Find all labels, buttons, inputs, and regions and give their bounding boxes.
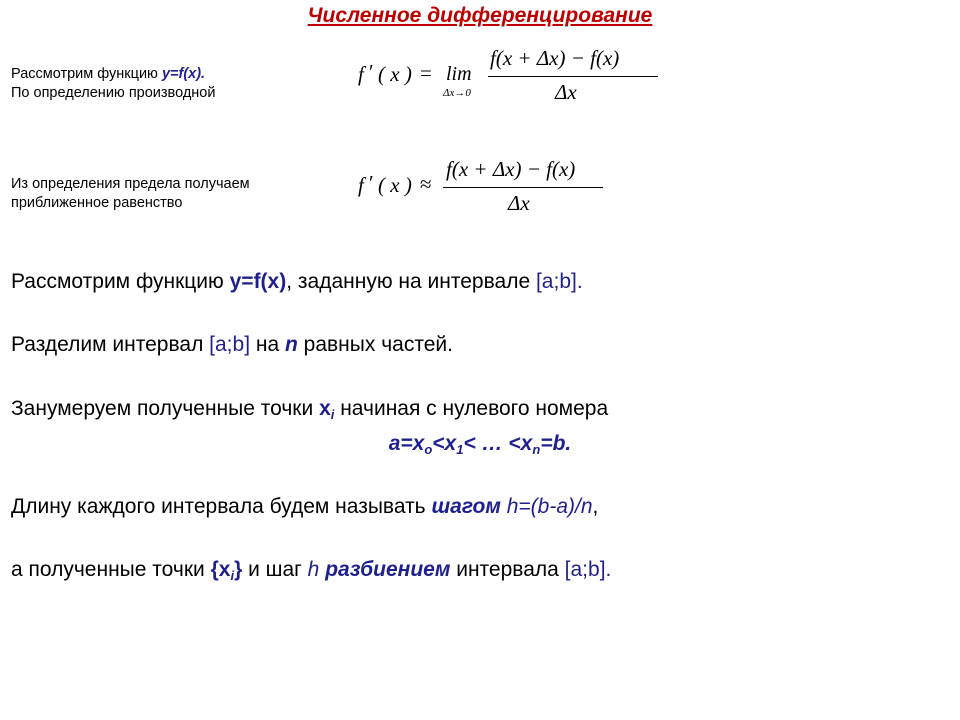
definition-text-line1: Рассмотрим функцию xyxy=(11,66,162,82)
approximate-derivative-formula xyxy=(358,153,618,219)
formula-prime: ′ xyxy=(369,171,374,195)
n-variable: n xyxy=(285,333,298,356)
formula-lim-subscript: Δx→0 xyxy=(443,87,471,99)
definition-text-line2: По определению производной xyxy=(11,85,216,101)
points-sequence: $a=x_o<x_1<$ … $<x_n=b$. xyxy=(388,432,572,457)
formula-numerator: f(x + Δx) − f(x) xyxy=(446,157,576,181)
partition-term: разбиением xyxy=(325,558,451,581)
paragraph-step: Длину каждого интервала будем называть шагом h=(b-a)/n, xyxy=(11,495,599,518)
paragraph-enumerate: Занумеруем полученные точки $x_i$ начиная с нулевого номера xyxy=(11,397,609,422)
approximation-text xyxy=(11,175,250,213)
paragraph-function: Рассмотрим функцию y=f(x), заданную на интервале [a;b]. xyxy=(11,270,583,293)
formula-prime: ′ xyxy=(369,60,374,84)
formula-f: f xyxy=(358,62,364,86)
h-variable: h xyxy=(307,558,320,581)
formula-arg: ( x ) xyxy=(378,62,412,86)
formula-denominator: Δx xyxy=(555,80,577,104)
formula-lim: lim xyxy=(446,63,472,85)
approximation-text-line1: Из определения предела получаем xyxy=(11,176,250,192)
interval: [a;b]. xyxy=(535,270,583,293)
definition-text xyxy=(11,65,215,103)
point-xi: $x_i$ xyxy=(319,397,335,422)
derivative-definition-formula xyxy=(358,42,678,112)
step-term: шагом xyxy=(431,495,501,518)
formula-approx: ≈ xyxy=(420,172,432,196)
step-formula: h=(b-a)/n xyxy=(500,495,593,518)
formula-f: f xyxy=(358,173,364,197)
function-name: y=f(x). xyxy=(161,66,206,82)
function-name: y=f(x) xyxy=(229,270,287,293)
interval: [a;b]. xyxy=(564,558,612,581)
fraction-bar xyxy=(443,187,603,188)
approximation-text-line2: приближенное равенство xyxy=(11,195,183,211)
formula-equals: = xyxy=(420,61,432,85)
formula-arg: ( x ) xyxy=(378,173,412,197)
interval: [a;b] xyxy=(209,333,251,356)
paragraph-divide: Разделим интервал [a;b] на n равных частей. xyxy=(11,333,453,356)
formula-numerator: f(x + Δx) − f(x) xyxy=(490,46,620,70)
page-title: Численное дифференцирование xyxy=(307,4,653,27)
formula-denominator: Δx xyxy=(508,191,530,215)
point-set: $\{x_i\}$ xyxy=(210,558,243,583)
fraction-bar xyxy=(488,76,658,77)
paragraph-partition: а полученные точки $\{x_i\}$ и шаг h разбиением интервала [a;b]. xyxy=(11,558,612,583)
